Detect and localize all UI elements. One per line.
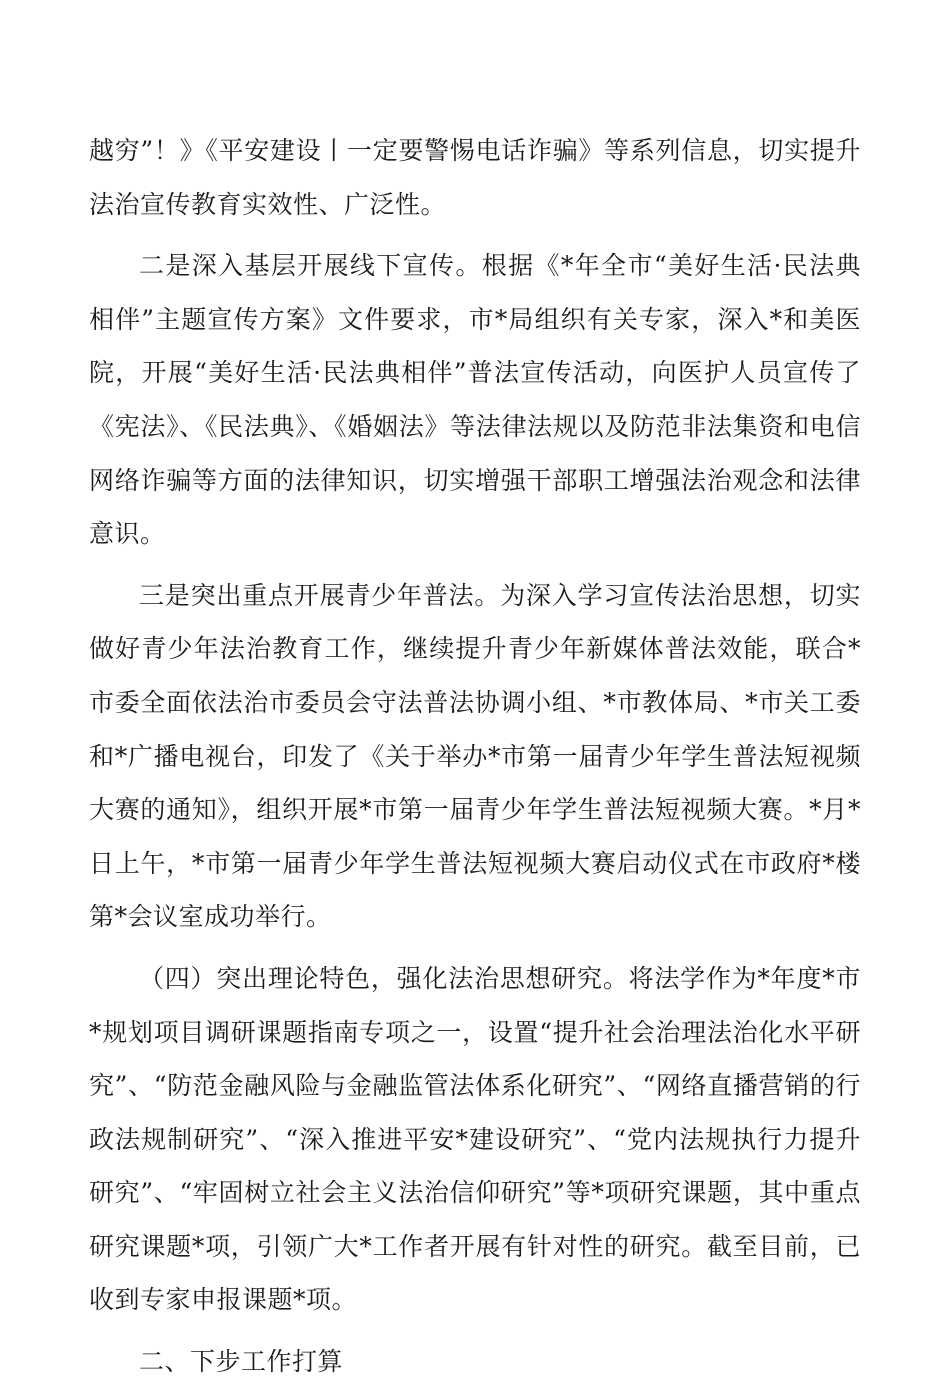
youth-law-paragraph: 三是突出重点开展青少年普法。为深入学习宣传法治思想，切实做好青少年法治教育工作，继续提升青少年新媒体普法效能，联合*市委全面依法治市委员会守法普法协调小组、*市教体局、*市关工委和*广播电视台，印发了《关于举办*市第一届青少年学生普法短视频大赛的通知》，组织开展*市第一届青少年学生普法短视频大赛。*月*日上午，*市第一届青少年学生普法短视频大赛启动仪式在市政府*楼第*会议室成功举行。 (89, 580, 861, 932)
theory-research-paragraph: （四）突出理论特色，强化法治思想研究。将法学作为*年度*市*规划项目调研课题指南专项之一，设置“提升社会治理法治化水平研究”、“防范金融风险与金融监管法体系化研究”、“网络直播营销的行政法规制研究”、“深入推进平安*建设研究”、“党内法规执行力提升研究”、“牢固树立社会主义法治信仰研究”等*项研究课题，其中重点研究课题*项，引领广大*工作者开展有针对性的研究。截至目前，已收到专家申报课题*项。 (89, 963, 861, 1315)
continuation-paragraph: 越穷”！》《平安建设丨一定要警惕电话诈骗》等系列信息，切实提升法治宣传教育实效性、广泛性。 (89, 136, 861, 219)
offline-publicity-paragraph: 二是深入基层开展线下宣传。根据《*年全市“美好生活·民法典相伴”主题宣传方案》文件要求，市*局组织有关专家，深入*和美医院，开展“美好生活·民法典相伴”普法宣传活动，向医护人员宣传了《宪法》、《民法典》、《婚姻法》等法律法规以及防范非法集资和电信网络诈骗等方面的法律知识，切实增强干部职工增强法治观念和法律意识。 (89, 251, 861, 549)
document-page (89, 124, 861, 1389)
section-heading: 二、下步工作打算 (139, 1347, 344, 1377)
